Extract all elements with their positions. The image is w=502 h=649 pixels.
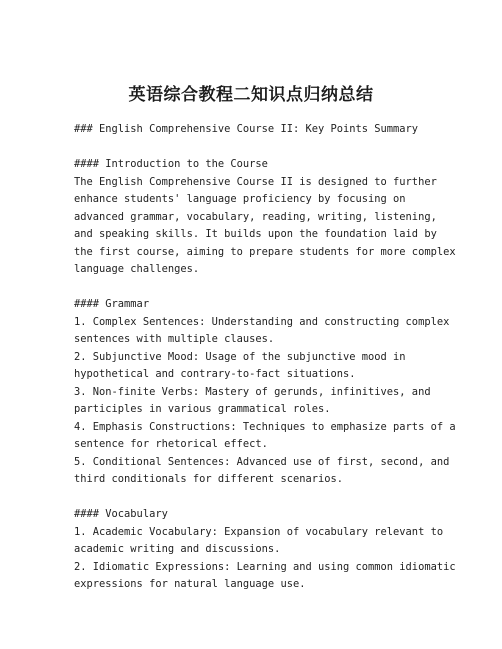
blank-line — [74, 489, 434, 507]
body-line: 4. Emphasis Constructions: Techniques to emphasize parts of a — [74, 420, 456, 433]
section-heading: #### Introduction to the Course — [74, 158, 268, 170]
body-line: 2. Idiomatic Expressions: Learning and using common idiomatic — [74, 560, 456, 573]
section-heading: #### Grammar — [74, 298, 150, 310]
body-line: 3. Non-finite Verbs: Mastery of gerunds, infinitives, and — [74, 385, 431, 398]
blank-line — [74, 279, 434, 297]
body-line: academic writing and discussions. — [74, 543, 281, 555]
body-line: sentence for rhetorical effect. — [74, 438, 268, 450]
body-line: participles in various grammatical roles. — [74, 403, 331, 415]
body-line: third conditionals for different scenarios. — [74, 473, 343, 485]
body-line: The English Comprehensive Course II is designed to further — [74, 175, 437, 188]
body-line: the first course, aiming to prepare students for more complex — [74, 245, 456, 258]
body-line: 2. Subjunctive Mood: Usage of the subjunctive mood in — [74, 350, 406, 363]
body-line: language challenges. — [74, 263, 200, 275]
blank-line — [74, 139, 434, 157]
body-line: 1. Complex Sentences: Understanding and constructing complex — [74, 315, 450, 328]
body-line: 5. Conditional Sentences: Advanced use of first, second, and — [74, 455, 450, 468]
body-line: 1. Academic Vocabulary: Expansion of vocabulary relevant to — [74, 525, 444, 538]
body-line: enhance students' language proficiency by focusing on — [74, 193, 406, 205]
body-line: expressions for natural language use. — [74, 578, 306, 590]
document-heading: ### English Comprehensive Course II: Key Points Summary — [74, 123, 419, 135]
document-body — [74, 121, 456, 594]
body-line: advanced grammar, vocabulary, reading, writing, listening, — [74, 210, 437, 223]
section-heading: #### Vocabulary — [74, 508, 168, 520]
body-line: hypothetical and contrary-to-fact situations. — [74, 368, 356, 380]
body-line: and speaking skills. It builds upon the foundation laid by — [74, 228, 437, 240]
document-title: 英语综合教程二知识点归纳总结 — [128, 85, 374, 105]
body-line: sentences with multiple clauses. — [74, 333, 275, 345]
